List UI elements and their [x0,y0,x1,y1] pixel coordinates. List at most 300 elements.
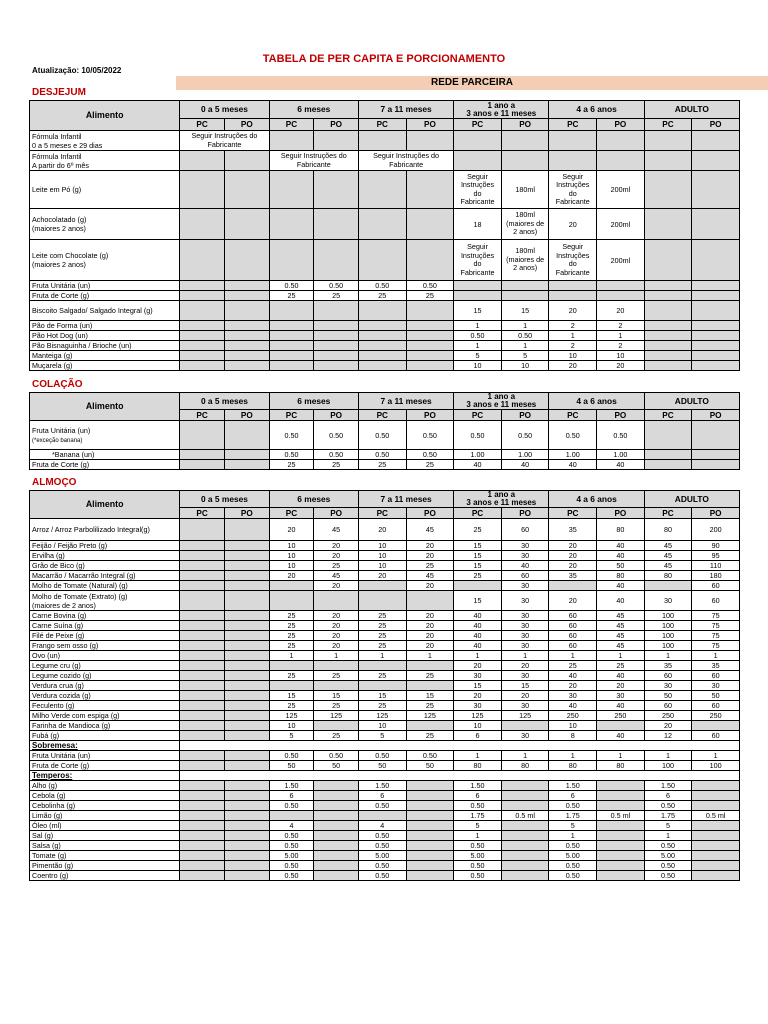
column-header-pc: PC [180,410,225,421]
cell-value: 0.50 [454,861,502,871]
table-row [30,631,740,641]
cell-value: 0.50 [269,871,314,881]
column-header-po: PO [406,119,454,131]
cell-empty [501,281,549,291]
cell-value: 10 [597,351,645,361]
cell-empty [224,209,269,240]
cell-value: 60 [644,671,692,681]
cell-value: 25 [358,701,406,711]
food-name: Alho (g) [30,781,180,791]
table-row [30,751,740,761]
column-header-age-group: 4 a 6 anos [549,393,644,410]
table-row [30,361,740,371]
cell-value: 1 [549,751,597,761]
cell-empty [597,841,645,851]
cell-value: 1 [454,651,502,661]
cell-empty [406,721,454,731]
cell-value: 25 [406,671,454,681]
cell-value: 125 [501,711,549,721]
cell-empty [269,301,314,321]
cell-empty [549,281,597,291]
cell-value: 250 [549,711,597,721]
cell-empty [224,551,269,561]
cell-empty [644,131,692,151]
cell-value: 20 [406,621,454,631]
cell-empty [180,209,225,240]
cell-empty [224,571,269,581]
cell-empty [224,450,269,460]
table-row [30,591,740,611]
cell-empty [180,581,225,591]
cell-empty [314,721,359,731]
table-row [30,791,740,801]
section-title-colacao: COLAÇÃO [32,379,83,390]
cell-empty [358,131,406,151]
cell-value: 15 [454,541,502,551]
cell-value: 1 [454,751,502,761]
cell-empty [692,351,740,361]
cell-value: 1 [644,831,692,841]
cell-value: 40 [501,561,549,571]
table-colacao [29,392,740,470]
cell-value: 0.50 [454,871,502,881]
cell-empty [406,661,454,671]
cell-empty [224,851,269,861]
cell-value: 25 [269,621,314,631]
cell-value: 5 [269,731,314,741]
cell-value: Seguir Instruções do Fabricante [549,240,597,281]
cell-empty [314,821,359,831]
cell-empty [180,281,225,291]
cell-value: 6 [454,731,502,741]
food-note: (*exceção banana) [32,438,83,444]
cell-empty [644,450,692,460]
cell-empty [644,291,692,301]
food-name: Carne Suína (g) [30,621,180,631]
cell-value: 60 [501,571,549,581]
cell-value: 0.50 [597,421,645,450]
cell-value: 25 [269,291,314,301]
cell-value: 25 [406,731,454,741]
cell-value: 45 [597,641,645,651]
cell-value: 1.50 [549,781,597,791]
cell-value: 40 [454,621,502,631]
column-header-po: PO [224,410,269,421]
table-row [30,651,740,661]
table-row [30,331,740,341]
cell-empty [692,450,740,460]
cell-value: 60 [692,731,740,741]
cell-empty [180,291,225,301]
cell-empty [692,801,740,811]
column-header-pc: PC [549,119,597,131]
subsection-label: Sobremesa: [30,741,180,751]
cell-value: 15 [269,691,314,701]
cell-value: 5 [358,731,406,741]
cell-value: 45 [314,519,359,541]
column-header-po: PO [406,508,454,519]
cell-value: 1 [597,651,645,661]
cell-empty [224,721,269,731]
cell-empty [406,341,454,351]
cell-empty [314,240,359,281]
column-header-po: PO [224,119,269,131]
cell-value: 20 [549,541,597,551]
food-name: *Banana (un) [30,450,180,460]
cell-value: 80 [501,761,549,771]
cell-value: 40 [549,460,597,470]
table-row [30,541,740,551]
cell-value: 6 [644,791,692,801]
cell-value: 1 [692,651,740,661]
food-name: Leite com Chocolate (g) (maiores 2 anos) [30,240,180,281]
cell-value: 25 [406,291,454,301]
cell-value: 30 [454,701,502,711]
cell-value: 60 [692,671,740,681]
cell-empty [224,811,269,821]
table-row [30,321,740,331]
cell-empty [180,450,225,460]
column-header-pc: PC [454,119,502,131]
cell-empty [406,811,454,821]
cell-empty [406,351,454,361]
cell-empty [501,871,549,881]
cell-value: 30 [644,681,692,691]
cell-value: 25 [406,460,454,470]
cell-value: 6 [454,791,502,801]
cell-value: 60 [692,701,740,711]
table-row [30,611,740,621]
cell-empty [224,591,269,611]
cell-value: 10 [358,561,406,571]
cell-value: 0.50 [269,751,314,761]
cell-value: 100 [644,761,692,771]
subsection-fill [180,771,740,781]
cell-value: 45 [597,611,645,621]
column-header-age-group: 7 a 11 meses [358,393,453,410]
cell-value: 0.50 [644,841,692,851]
cell-value: 6 [269,791,314,801]
cell-empty [314,341,359,351]
column-header-po: PO [692,119,740,131]
cell-value: 1.00 [454,450,502,460]
table-row [30,861,740,871]
cell-empty [224,611,269,621]
cell-value: 250 [644,711,692,721]
cell-empty [180,621,225,631]
cell-value: Seguir Instruções do Fabricante [269,151,358,171]
cell-value: 60 [692,581,740,591]
cell-value: 20 [549,551,597,561]
cell-value: 1 [314,651,359,661]
cell-value: 15 [501,301,549,321]
cell-value: 0.5 ml [692,811,740,821]
cell-value: 30 [501,731,549,741]
cell-empty [692,171,740,209]
cell-value: 25 [269,460,314,470]
cell-empty [692,851,740,861]
cell-empty [644,460,692,470]
cell-value: 5 [644,821,692,831]
cell-empty [180,351,225,361]
table-row [30,450,740,460]
food-name: Pão Bisnaguinha / Brioche (un) [30,341,180,351]
cell-value: 100 [692,761,740,771]
table-row [30,671,740,681]
column-header-po: PO [597,508,645,519]
food-name: Fórmula Infantil A partir do 6º mês [30,151,180,171]
cell-empty [180,611,225,621]
table-row [30,781,740,791]
cell-empty [692,131,740,151]
cell-value: 0.50 [501,421,549,450]
cell-empty [224,291,269,301]
cell-value: 75 [692,631,740,641]
cell-value: 90 [692,541,740,551]
cell-value: 20 [314,621,359,631]
cell-value: 75 [692,641,740,651]
cell-empty [692,321,740,331]
cell-value: 100 [644,631,692,641]
cell-empty [406,871,454,881]
cell-empty [501,801,549,811]
cell-value: 40 [501,460,549,470]
cell-value: 0.50 [269,801,314,811]
cell-empty [597,151,645,171]
cell-value: 1.75 [549,811,597,821]
cell-empty [269,681,314,691]
cell-empty [692,421,740,450]
cell-value: 45 [406,519,454,541]
cell-empty [180,711,225,721]
column-header-po: PO [314,410,359,421]
cell-value: 20 [406,551,454,561]
cell-empty [358,591,406,611]
cell-empty [406,131,454,151]
cell-value: 10 [358,721,406,731]
cell-value: 5.00 [549,851,597,861]
table-row [30,151,740,171]
cell-empty [597,861,645,871]
table-row [30,621,740,631]
table-row [30,519,740,541]
cell-empty [644,281,692,291]
cell-value: 25 [269,611,314,621]
cell-value: 18 [454,209,502,240]
cell-empty [224,301,269,321]
cell-empty [269,240,314,281]
cell-value: 0.50 [549,861,597,871]
cell-empty [224,841,269,851]
cell-empty [692,240,740,281]
cell-value: 20 [406,641,454,651]
table-row [30,581,740,591]
cell-value: 50 [644,691,692,701]
cell-empty [224,171,269,209]
cell-empty [597,801,645,811]
cell-empty [692,791,740,801]
cell-value: 20 [314,641,359,651]
cell-empty [224,861,269,871]
cell-value: 180ml (maiores de 2 anos) [501,240,549,281]
cell-empty [224,791,269,801]
cell-empty [314,841,359,851]
cell-value: 5 [454,351,502,361]
cell-empty [644,341,692,351]
cell-value: 0.50 [406,450,454,460]
cell-value: 1.50 [644,781,692,791]
cell-value: 15 [454,591,502,611]
cell-value: 30 [501,541,549,551]
cell-value: 0.50 [358,751,406,761]
section-title-desjejum: DESJEJUM [32,87,86,98]
cell-empty [269,351,314,361]
cell-empty [692,331,740,341]
cell-value: 60 [549,611,597,621]
food-name: Legume cozido (g) [30,671,180,681]
column-header-pc: PC [180,119,225,131]
cell-empty [692,841,740,851]
cell-value: 0.5 ml [501,811,549,821]
cell-empty [454,131,502,151]
table-row [30,240,740,281]
cell-empty [269,341,314,351]
cell-empty [180,321,225,331]
table-row [30,731,740,741]
cell-value: 40 [597,541,645,551]
food-name: Farinha de Mandioca (g) [30,721,180,731]
cell-empty [314,831,359,841]
cell-empty [454,291,502,301]
cell-value: 0.50 [406,751,454,761]
cell-empty [180,301,225,321]
cell-value: 0.50 [358,841,406,851]
cell-value: 35 [549,519,597,541]
cell-value: 0.50 [269,861,314,871]
cell-value: 250 [692,711,740,721]
cell-empty [180,731,225,741]
cell-value: 40 [597,701,645,711]
column-header-food: Alimento [30,393,180,421]
cell-empty [224,341,269,351]
cell-value: 10 [454,361,502,371]
cell-empty [406,781,454,791]
cell-empty [501,861,549,871]
cell-empty [180,361,225,371]
cell-value: 40 [549,701,597,711]
cell-value: 100 [644,611,692,621]
table-row [30,561,740,571]
cell-value: 100 [644,641,692,651]
cell-empty [406,821,454,831]
cell-value: 25 [358,291,406,301]
cell-value: 45 [644,541,692,551]
cell-value: 1 [549,831,597,841]
cell-value: 0.50 [314,421,359,450]
table-row [30,721,740,731]
cell-value: 180ml [501,171,549,209]
cell-value: 15 [454,561,502,571]
food-name: Achocolatado (g) (maiores 2 anos) [30,209,180,240]
cell-value: 20 [454,661,502,671]
cell-empty [180,641,225,651]
cell-empty [224,651,269,661]
column-header-pc: PC [358,508,406,519]
cell-value: 10 [269,561,314,571]
cell-empty [549,291,597,301]
cell-value: 10 [358,551,406,561]
cell-value: 1.00 [549,450,597,460]
cell-empty [314,171,359,209]
table-row [30,821,740,831]
cell-value: 30 [644,591,692,611]
cell-empty [406,171,454,209]
cell-value: 1.00 [597,450,645,460]
cell-value: 0.50 [406,421,454,450]
food-name: Cebolinha (g) [30,801,180,811]
cell-empty [644,351,692,361]
cell-value: 200ml [597,171,645,209]
food-name: Frango sem osso (g) [30,641,180,651]
food-name: Fruta Unitária (un) [30,751,180,761]
food-name: Fubá (g) [30,731,180,741]
cell-value: 30 [692,681,740,691]
cell-empty [224,581,269,591]
cell-value: 1 [501,341,549,351]
cell-empty [180,671,225,681]
cell-empty [406,591,454,611]
cell-empty [692,301,740,321]
table-row [30,171,740,209]
food-name: Fruta Unitária (un) [30,281,180,291]
food-name: Legume cru (g) [30,661,180,671]
cell-empty [269,361,314,371]
cell-value: 25 [358,631,406,641]
cell-value: 4 [269,821,314,831]
table-row [30,571,740,581]
cell-empty [224,661,269,671]
cell-value: 10 [269,541,314,551]
cell-value: 6 [549,791,597,801]
cell-value: 0.50 [549,801,597,811]
food-name: Fruta de Corte (g) [30,291,180,301]
cell-value: 10 [454,721,502,731]
cell-empty [224,351,269,361]
cell-empty [358,240,406,281]
cell-value: 1 [358,651,406,661]
subsection-label: Temperos: [30,771,180,781]
cell-value: 1 [549,651,597,661]
cell-empty [644,171,692,209]
section-title-almoco: ALMOÇO [32,477,77,488]
food-name: Pão Hot Dog (un) [30,331,180,341]
food-name: Sal (g) [30,831,180,841]
cell-empty [269,591,314,611]
table-row [30,841,740,851]
cell-value: 25 [406,561,454,571]
column-header-pc: PC [454,410,502,421]
cell-value: 40 [597,581,645,591]
cell-value: 25 [454,571,502,581]
cell-empty [406,681,454,691]
cell-value: Seguir Instruções do Fabricante [358,151,453,171]
column-header-age-group: 6 meses [269,393,358,410]
food-name: Grão de Bico (g) [30,561,180,571]
cell-value: 2 [597,341,645,351]
cell-value: 2 [597,321,645,331]
cell-empty [314,331,359,341]
column-header-pc: PC [358,119,406,131]
